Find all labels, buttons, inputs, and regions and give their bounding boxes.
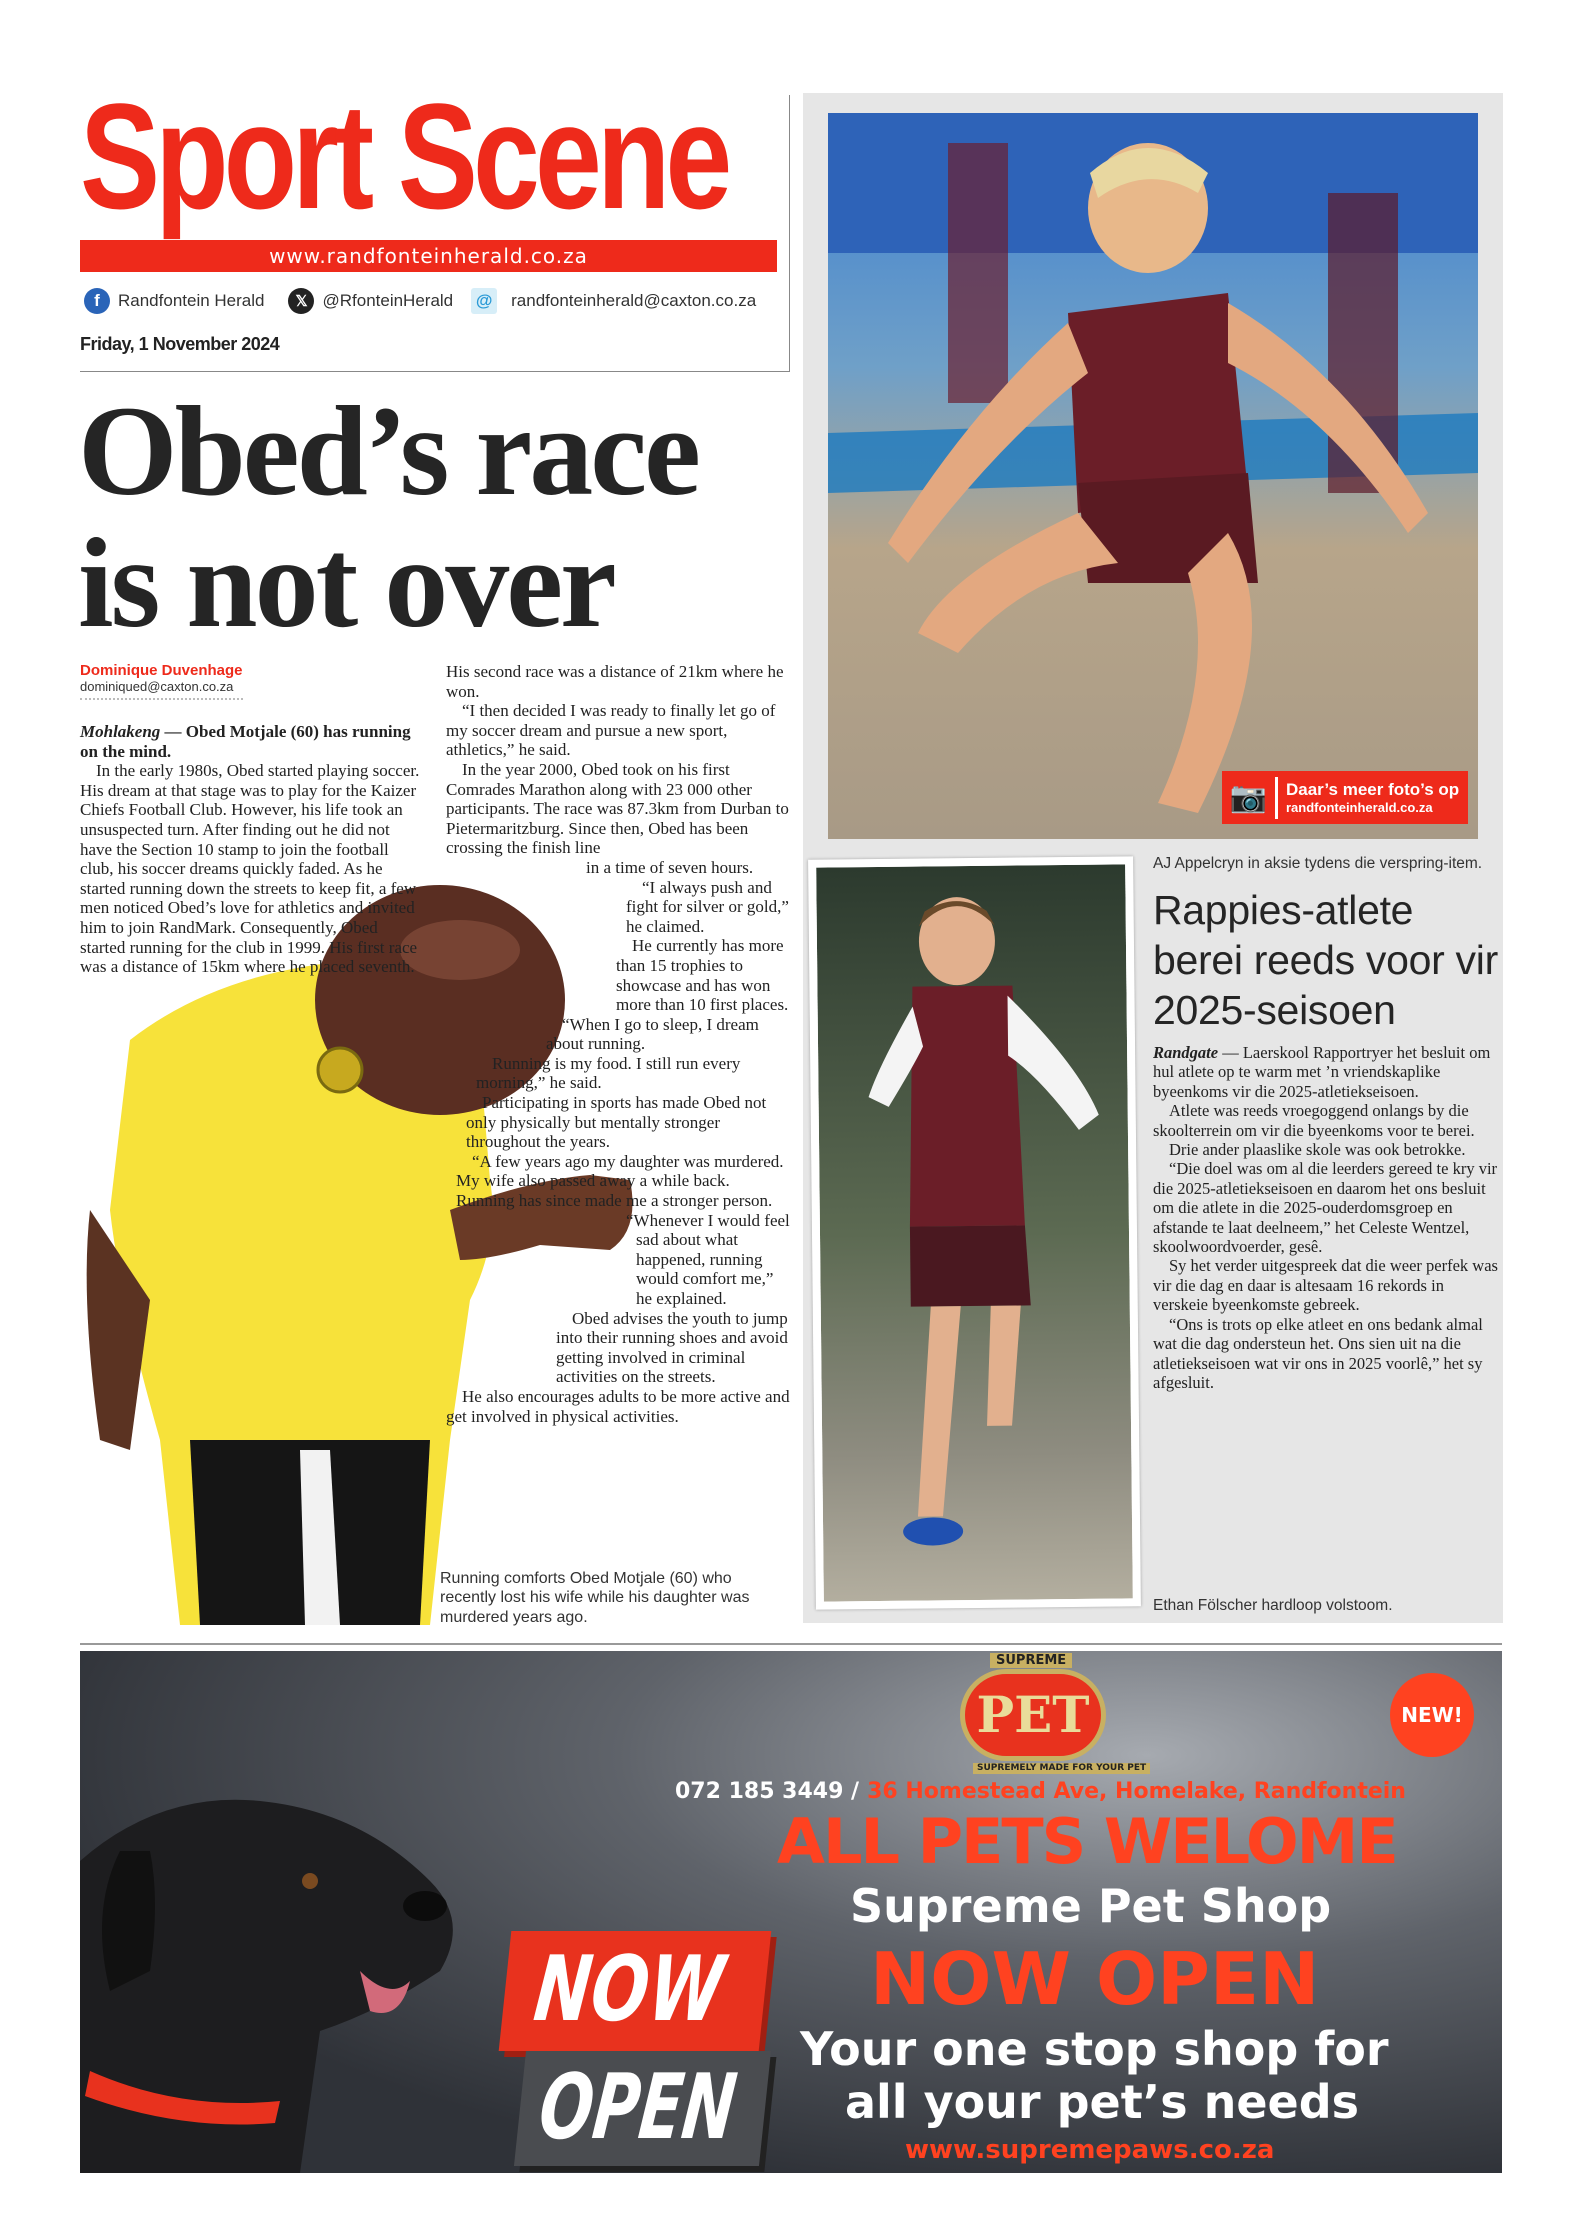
new-badge: NEW! — [1390, 1673, 1474, 1757]
more-photos-badge[interactable] — [1222, 771, 1468, 824]
lead-paragraph — [80, 722, 425, 761]
badge-url: randfonteinherald.co.za — [1286, 800, 1433, 815]
runner-photo — [808, 856, 1141, 1609]
lead-paragraph — [1153, 1043, 1498, 1101]
paragraph: “Ons is trots op elke atleet en ons bedank almal wat die dag ondersteun het. Ons sien uit na die atletiekseisoen wat vir ons in 2025 voorlê,” het sy afgesluit. — [1153, 1314, 1483, 1392]
paragraph: His second race was a distance of 21km where he won. — [446, 662, 784, 701]
paragraph: “I always push and fight for silver or gold,” he claimed. — [626, 877, 789, 936]
paragraph: in a time of seven hours. — [586, 857, 754, 877]
divider — [789, 95, 790, 372]
facebook-handle[interactable]: Randfontein Herald — [118, 291, 265, 310]
paragraph: He currently has more than 15 trophies to showcase and has won more than 10 first places. — [616, 936, 789, 1015]
paragraph: Atlete was reeds vroegoggend onlangs by die skoolterrein om vir die byeenkoms voor te berei. — [1153, 1101, 1475, 1140]
email-icon: @ — [471, 288, 497, 314]
ad-line-now-open: NOW OPEN — [870, 1937, 1320, 2021]
paragraph: “A few years ago my daughter was murdered. My wife also passed away a while back. Running has since made me a stronger person. — [456, 1151, 784, 1211]
side-story-column — [1153, 855, 1498, 1615]
issue-date: Friday, 1 November 2024 — [80, 334, 280, 354]
lead-text: — Obed Motjale (60) has running on the mind. — [80, 722, 411, 761]
paragraph: He also encourages adults to be more active and get involved in physical activities. — [446, 1386, 790, 1426]
paragraph: In the early 1980s, Obed started playing soccer. His dream at that stage was to play for the Kaizer Chiefs Football Club. However, his life took an unsuspected turn. After finding out he did not have the Section 10 stamp to join the football club, his soccer dreams quickly faded. As he started running down the streets to keep fit, a few men noticed Obed’s love for athletics and invited him to join RandMark. Consequently, Obed started running for the club in 1999. His first race was a distance of 15km where he placed seventh. — [80, 761, 420, 977]
main-headline — [78, 380, 698, 654]
sign-now-text: NOW — [529, 1937, 730, 2042]
open-sign — [514, 2051, 771, 2166]
dateline: Mohlakeng — [80, 722, 161, 741]
paragraph: In the year 2000, Obed took on his first Comrades Marathon along with 23 000 other participants. The race was 87.3km from Durban to Pietermaritzburg. Since then, Obed has been crossing the finish line — [446, 759, 789, 858]
article-column-2-wrap — [440, 662, 791, 1627]
side-article — [1153, 1043, 1498, 1392]
ad-line-one-stop: Your one stop shop for — [800, 2022, 1389, 2076]
ad-line-needs: all your pet’s needs — [845, 2075, 1360, 2129]
article-column-2 — [446, 662, 791, 1426]
camera-icon: 📷 — [1222, 777, 1278, 819]
website-bar[interactable]: www.randfonteinherald.co.za — [80, 240, 777, 272]
headline-line: Obed’s race — [78, 380, 698, 522]
social-row — [84, 288, 756, 314]
ad-address: 36 Homestead Ave, Homelake, Randfontein — [867, 1779, 1406, 1804]
paragraph: “When I go to sleep, I dream about running. — [546, 1014, 759, 1054]
now-sign — [499, 1931, 772, 2051]
dateline: Randgate — [1153, 1043, 1219, 1062]
logo-tagline: SUPREMELY MADE FOR YOUR PET — [973, 1763, 1150, 1774]
x-handle[interactable]: @RfonteinHerald — [322, 291, 454, 310]
author-name: Dominique Duvenhage — [80, 662, 243, 679]
lead-text: — Laerskool Rapportryer het besluit om hul atlete op te warm met ’n vriendskaplike byeenkoms vir die 2025-atletiekseisoen. — [1153, 1043, 1491, 1101]
side-headline: Rappies-atlete berei reeds voor vir 2025-seisoen — [1153, 887, 1498, 1033]
article-column-1 — [80, 722, 425, 977]
paragraph: Running is my food. I still run every morning,” he said. — [476, 1053, 741, 1093]
paragraph: Obed advises the youth to jump into their running shoes and avoid getting involved in criminal activities on the streets. — [556, 1308, 788, 1387]
masthead-title: Sport Scene — [80, 72, 728, 240]
photo-caption: AJ Appelcryn in aksie tydens die verspring-item. — [1153, 855, 1483, 872]
email-address[interactable]: randfonteinherald@caxton.co.za — [511, 291, 757, 310]
ad-line-all-pets: ALL PETS WELOME — [777, 1805, 1397, 1878]
photo-caption: Running comforts Obed Motjale (60) who recently lost his wife while his daughter was murdered years ago. — [440, 1569, 750, 1626]
facebook-icon: f — [84, 288, 110, 314]
ad-website[interactable]: www.supremepaws.co.za — [905, 2135, 1275, 2165]
paragraph: Drie ander plaaslike skole was ook betrokke. — [1169, 1140, 1466, 1160]
ad-line-shop-name: Supreme Pet Shop — [850, 1879, 1332, 1933]
divider — [80, 1643, 1502, 1645]
photo-caption: Ethan Fölscher hardloop volstoom. — [1153, 1597, 1393, 1614]
byline — [80, 662, 243, 700]
paragraph: Sy het verder uitgespreek dat die weer perfek was vir die dag en daar is altesaam 16 rekords in verskeie byeenkomste gebreek. — [1153, 1256, 1498, 1315]
advertisement[interactable] — [80, 1651, 1502, 2173]
paragraph: “Die doel was om al die leerders gereed te kry vir die 2025-atletiekseisoen en daarom het ons besluit om die atlete in die 2025-ouderdomsgroep en afstande te laat deelneem,” het Celeste Wentzel, skoolwoordvoerder, gesê. — [1153, 1159, 1498, 1257]
ad-phone[interactable]: 072 185 3449 / — [675, 1779, 860, 1804]
paragraph: “Whenever I would feel sad about what happened, running would comfort me,” he explained. — [626, 1210, 790, 1308]
badge-text: Daar’s meer foto’s op — [1286, 780, 1460, 799]
author-email[interactable]: dominiqued@caxton.co.za — [80, 679, 243, 700]
ad-contact-line — [675, 1781, 1406, 1803]
supreme-pet-logo: PET — [960, 1669, 1106, 1761]
x-icon: 𝕏 — [288, 288, 314, 314]
logo-top-text: SUPREME — [990, 1653, 1072, 1668]
dog-image — [80, 1731, 500, 2173]
paragraph: Participating in sports has made Obed not only physically but mentally stronger throughout the years. — [466, 1093, 767, 1152]
paragraph: “I then decided I was ready to finally let go of my soccer dream and pursue a new sport, athletics,” he said. — [446, 701, 776, 760]
long-jump-photo — [828, 113, 1478, 839]
runner-image — [816, 864, 1133, 1601]
divider — [80, 371, 790, 372]
sign-open-text: OPEN — [534, 2055, 742, 2160]
headline-line: is not over — [78, 512, 614, 654]
